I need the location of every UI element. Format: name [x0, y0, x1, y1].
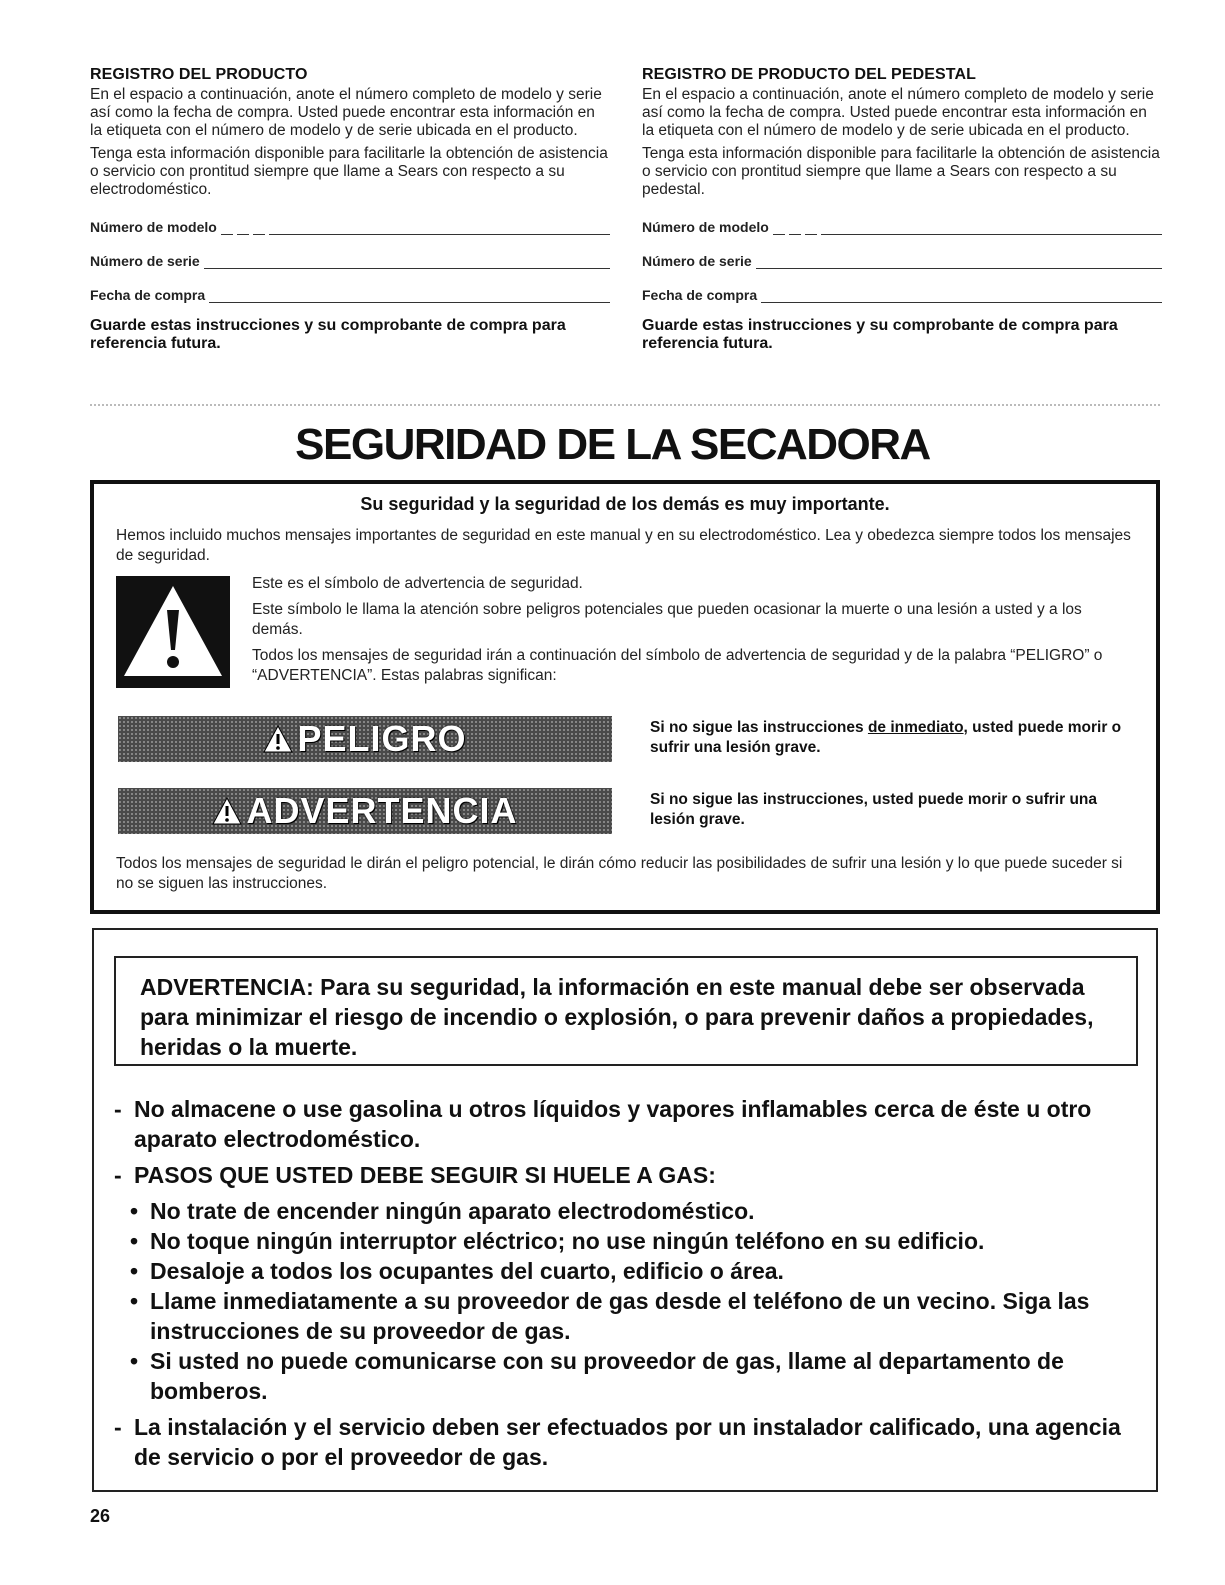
warning-statement: ADVERTENCIA: Para su seguridad, la información en este manual debe ser observada para minimizar el riesgo de incendio o explosión, o para prevenir daños a propiedades, heridas o la muerte. — [140, 974, 1094, 1060]
field-label: Número de modelo — [90, 219, 217, 235]
gas-step: • Desaloje a todos los ocupantes del cuarto, edificio o área. — [114, 1256, 1144, 1286]
registration-paragraph: En el espacio a continuación, anote el número completo de modelo y serie así como la fecha de compra. Usted puede encontrar esta información en la etiqueta con el número de modelo y de serie ubicada en el producto. — [642, 86, 1154, 139]
danger-meaning: Si no sigue las instrucciones de inmediato, usted puede morir o sufrir una lesión grave. — [650, 719, 1122, 756]
registration-title: REGISTRO DE PRODUCTO DEL PEDESTAL — [642, 66, 977, 83]
safety-intro: Hemos incluido muchos mensajes importantes de seguridad en este manual y en su electrodoméstico. Lea y obedezca siempre todos los mensajes de seguridad. — [116, 527, 1131, 564]
gas-warning-section — [92, 928, 1158, 1492]
warning-meaning: Si no sigue las instrucciones, usted puede morir o sufrir una lesión grave. — [650, 791, 1098, 828]
danger-banner — [118, 716, 612, 762]
registration-paragraph: Tenga esta información disponible para facilitarle la obtención de asistencia o servicio con prontitud siempre que llame a Sears con respecto a su electrodoméstico. — [90, 145, 608, 198]
registration-paragraph: Tenga esta información disponible para facilitarle la obtención de asistencia o servicio con prontitud siempre que llame a Sears con respecto a su pedestal. — [642, 145, 1160, 198]
safety-footer: Todos los mensajes de seguridad le dirán el peligro potencial, le dirán cómo reducir las posibilidades de sufrir una lesión y lo que puede suceder si no se siguen las instrucciones. — [116, 855, 1123, 892]
field-line — [756, 254, 1162, 269]
warning-statement-box — [114, 956, 1138, 1066]
registration-paragraph: En el espacio a continuación, anote el número completo de modelo y serie así como la fecha de compra. Usted puede encontrar esta información en la etiqueta con el número de modelo y de serie ubicada en el producto. — [90, 86, 602, 139]
registration-right — [642, 66, 1162, 353]
field-label: Fecha de compra — [90, 287, 206, 303]
page-number: 26 — [90, 1506, 111, 1526]
symbol-description — [252, 574, 1132, 692]
purchase-date-field[interactable] — [90, 283, 610, 303]
safety-alert-icon — [116, 576, 230, 688]
list-item: - PASOS QUE USTED DEBE SEGUIR SI HUELE A GAS: — [114, 1160, 1144, 1190]
list-item: - No almacene o use gasolina u otros líquidos y vapores inflamables cerca de éste u otro aparato electrodoméstico. — [114, 1094, 1144, 1154]
field-label: Número de serie — [642, 253, 752, 269]
field-label: Fecha de compra — [642, 287, 758, 303]
field-line — [821, 220, 1162, 235]
field-label: Número de modelo — [642, 219, 769, 235]
serial-number-field[interactable] — [90, 249, 610, 269]
field-label: Número de serie — [90, 253, 200, 269]
warning-banner — [118, 788, 612, 834]
field-line — [209, 288, 610, 303]
danger-word: PELIGRO — [297, 718, 467, 759]
warning-triangle-icon — [263, 725, 293, 753]
warning-list — [114, 1094, 1144, 1478]
field-line — [761, 288, 1162, 303]
symbol-text: Este símbolo le llama la atención sobre peligros potenciales que pueden ocasionar la muerte o una lesión a usted y a los demás. — [252, 601, 1082, 638]
gas-step: • Si usted no puede comunicarse con su proveedor de gas, llame al departamento de bomberos. — [114, 1346, 1144, 1406]
symbol-text: Todos los mensajes de seguridad irán a continuación del símbolo de advertencia de seguridad y de la palabra “PELIGRO” o “ADVERTENCIA”. Estas palabras significan: — [252, 647, 1103, 684]
gas-step: • Llame inmediatamente a su proveedor de gas desde el teléfono de un vecino. Siga las instrucciones de su proveedor de gas. — [114, 1286, 1144, 1346]
page-title: SEGURIDAD DE LA SECADORA — [295, 420, 930, 469]
gas-step: • No toque ningún interruptor eléctrico; no use ningún teléfono en su edificio. — [114, 1226, 1144, 1256]
model-number-field[interactable] — [90, 215, 610, 235]
warning-triangle-icon — [212, 797, 242, 825]
gas-steps-list — [114, 1196, 1144, 1406]
dotted-divider — [90, 404, 1160, 406]
serial-number-field[interactable] — [642, 249, 1162, 269]
list-item: - La instalación y el servicio deben ser efectuados por un instalador calificado, una agencia de servicio o por el proveedor de gas. — [114, 1412, 1144, 1472]
model-number-field[interactable] — [642, 215, 1162, 235]
gas-step: • No trate de encender ningún aparato electrodoméstico. — [114, 1196, 1144, 1226]
registration-title: REGISTRO DEL PRODUCTO — [90, 66, 308, 83]
registration-left — [90, 66, 610, 353]
safety-box — [90, 480, 1160, 914]
purchase-date-field[interactable] — [642, 283, 1162, 303]
symbol-text: Este es el símbolo de advertencia de seguridad. — [252, 575, 583, 592]
field-line — [204, 254, 610, 269]
field-line — [269, 220, 610, 235]
safety-heading: Su seguridad y la seguridad de los demás es muy importante. — [360, 494, 890, 514]
warning-word: ADVERTENCIA — [246, 790, 518, 831]
save-note: Guarde estas instrucciones y su comprobante de compra para referencia futura. — [642, 317, 1118, 352]
save-note: Guarde estas instrucciones y su comprobante de compra para referencia futura. — [90, 317, 566, 352]
